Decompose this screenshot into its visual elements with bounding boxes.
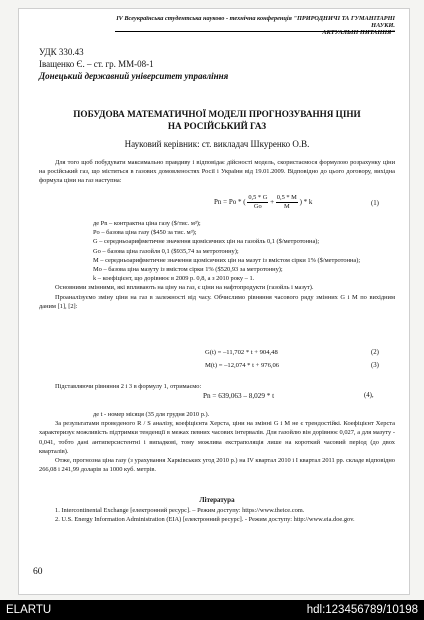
title-line1: ПОБУДОВА МАТЕМАТИЧНОЇ МОДЕЛІ ПРОГНОЗУВАННЯ ЦІНИ — [73, 109, 361, 119]
paper-page — [18, 8, 410, 595]
advisor-line: Науковий керівник: ст. викладач Шкуренко О.В. — [124, 139, 310, 149]
intro-text: Для того щоб побудувати максимально правдиву і відповідає дійсності модель, скористаємося формулою розрахунку ціни на російський газ, що міститься в газових домовленостях Росії і України від 19.01.2009. Відповідно до цього договору, вихідна формула ціни на газ наступна: — [39, 159, 395, 185]
formula-fraction-m — [276, 194, 298, 211]
intro-paragraph — [39, 158, 395, 186]
article-title — [39, 108, 395, 132]
institution: Донецький державний університет управління — [39, 71, 229, 81]
formula-plus: + — [270, 198, 275, 207]
formula-number-1: (1) — [371, 200, 379, 207]
formula-lhs: Pn = Po * ( — [214, 198, 246, 207]
definition-mo: Mo – базова ціна мазуту із вмістом сірки 1% ($520,93 за метротонну); — [93, 266, 283, 274]
conference-header-line2: АКТУАЛЬНІ ПИТАННЯ" — [322, 29, 395, 36]
literature-heading: Література — [199, 496, 235, 504]
header-rule — [115, 31, 395, 32]
equation-number-4: (4), — [364, 392, 374, 399]
definitions-block — [39, 219, 395, 311]
repository-footer — [0, 600, 424, 620]
definition-k: k – коефіцієнт, що дорівнює в 2009 р. 0,8, а з 2010 року – 1. — [93, 275, 255, 283]
substitution-text: Підставляючи рівняння 2 і 3 в формулу 1, отримаємо: — [55, 383, 202, 390]
fraction-g-numerator: 0,5 * G — [248, 194, 268, 201]
conference-header — [115, 15, 395, 36]
udc-code: УДК 330.43 — [39, 47, 84, 57]
basic-variables-text: Основними змінними, які впливають на ціну на газ, є ціни на нафтопродукти (газойль і мазут). — [55, 284, 314, 292]
substitution-paragraph — [39, 382, 395, 391]
equation-pn: Pn = 639,063 – 8,029 * t — [203, 392, 275, 400]
results-block — [39, 410, 395, 474]
forecast-text: Отже, прогнозна ціна газу (з урахування Харківських угод 2010 р.) на IV квартал 2010 і I квартал 2011 рр. складе відповідно 266,08 і 241,99 доларів за 1000 куб. метрів. — [39, 457, 395, 474]
reference-1: 1. Intercontinental Exchange [електронний ресурс]. – Режим доступу: https://www.theice.com. — [55, 507, 305, 514]
hurst-results-text: За результатами проведеного R / S аналізу, коефіцієнта Херста, ціни на змінні G і M не є трендостійкі. Коефіцієнт Херста характеризує можливість підтримки тенденції в межах певних часових інтервалів. Для газойлю він дорівнює 0,027, а для мазуту - 0,041, тобто дані антиперсистентні і випадкові, тому можлива екстраполяція лише на короткий часовий період (до двох кварталів). — [39, 420, 395, 455]
definition-po: Po – базова ціна газу ($450 за тис. м³); — [93, 229, 197, 237]
handle-identifier: hdl:123456789/10198 — [306, 604, 418, 616]
analysis-text: Проаналізуємо зміну ціни на газ в залежності від часу. Обчислимо рівняння часового ряду змінних G і M по вихідним даним [1], [2]: — [39, 293, 395, 310]
conference-header-line1: IV Всеукраїнська студентська науково - технічна конференція "ПРИРОДНИЧІ ТА ГУМАНІТАРНІ НАУКИ. — [116, 15, 395, 29]
price-formula — [214, 194, 312, 211]
definition-go: Go – базова ціна газойля 0,1 ($935,74 за метротонну); — [93, 247, 239, 255]
equation-g: G(t) = –11,702 * t + 904,48 — [205, 349, 278, 356]
fraction-m-numerator: 0,5 * M — [276, 194, 297, 201]
article-meta — [39, 46, 228, 82]
fraction-m-denominator: M — [283, 203, 290, 210]
equation-number-3: (3) — [371, 362, 379, 369]
title-line2: НА РОСІЙСЬКИЙ ГАЗ — [167, 121, 267, 131]
formula-fraction-g — [247, 194, 268, 211]
equation-number-2: (2) — [371, 349, 379, 356]
fraction-g-denominator: Go — [253, 203, 262, 210]
definition-m: M – середньоарифметичне значення щомісячних цін на мазут із вмістом сірки 1% ($/метротонна); — [93, 256, 361, 264]
month-definition: де t - номер місяця (35 для грудня 2010 р.). — [93, 411, 210, 418]
formula-rhs: ) * k — [299, 198, 313, 207]
definition-pn: де Pn – контрактна ціна газу ($/тис. м³); — [93, 220, 201, 227]
page-number: 60 — [33, 567, 43, 577]
author-line: Іващенко Є. – ст. гр. ММ-08-1 — [39, 59, 154, 69]
repository-name: ELARTU — [6, 604, 52, 616]
literature-list — [39, 506, 395, 524]
definition-g: G – середньоарифметичне значення щомісячних цін на газойль 0,1 ($/метротонна); — [93, 238, 320, 246]
reference-2: 2. U.S. Energy Information Administration (EIA) [електронний ресурс]. - Режим доступу: http://www.eia.doe.gov. — [55, 516, 355, 524]
equation-m: M(t) = –12,074 * t + 976,06 — [205, 362, 280, 369]
